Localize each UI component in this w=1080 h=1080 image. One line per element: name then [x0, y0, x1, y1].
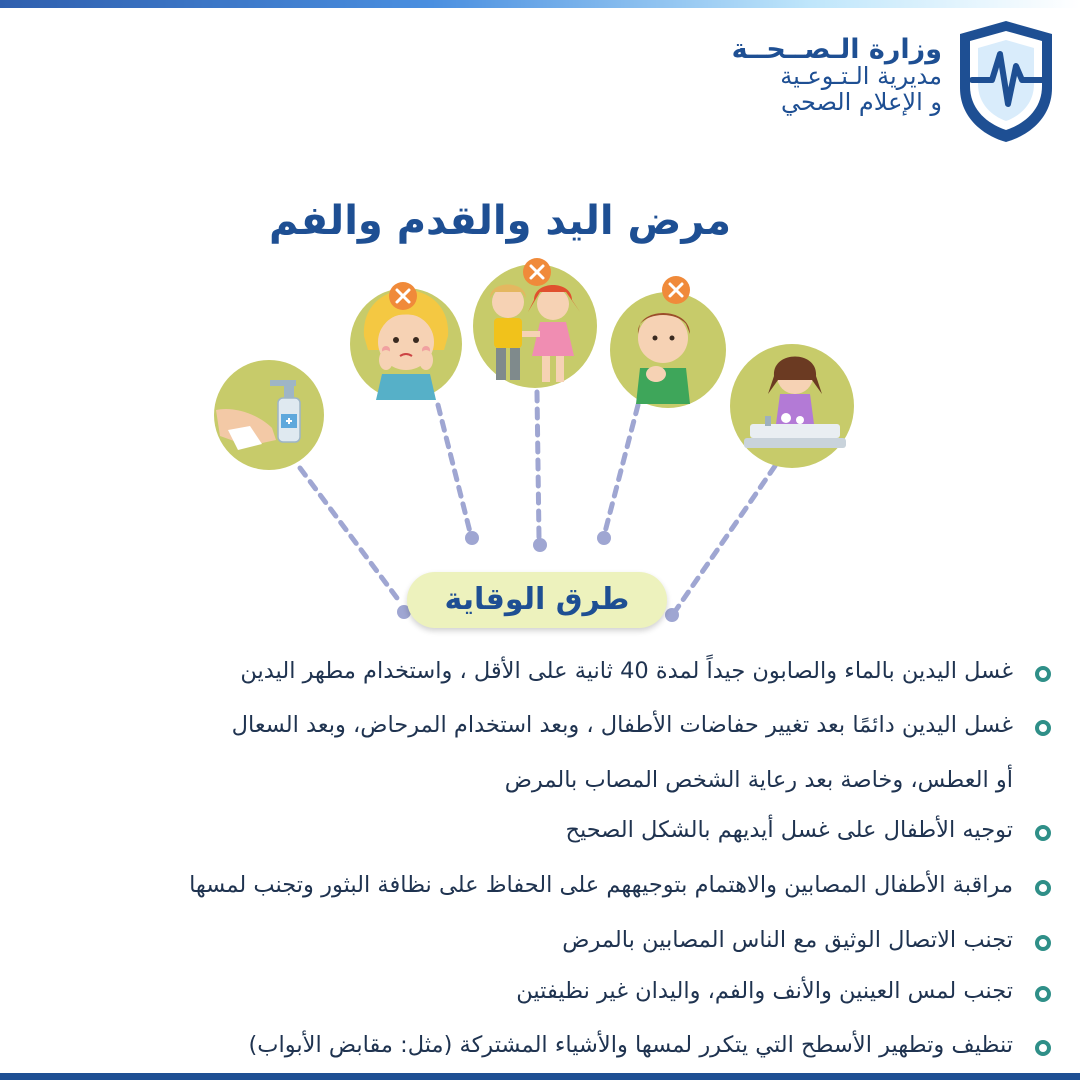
directorate-line1: مديرية الـتـوعـية	[780, 62, 942, 91]
directorate-line2: و الإعلام الصحي	[781, 87, 942, 116]
list-item: تجنب الاتصال الوثيق مع الناس المصابين بالمرض	[562, 927, 1013, 953]
ministry-name: وزارة الـصــحــة	[731, 34, 942, 65]
bullet-icon	[1035, 825, 1051, 841]
bullet-icon	[1035, 935, 1051, 951]
bullet-icon	[1035, 986, 1051, 1002]
list-item: أو العطس، وخاصة بعد رعاية الشخص المصاب بالمرض	[504, 767, 1013, 793]
bullet-icon	[1035, 666, 1051, 682]
list-item: تنظيف وتطهير الأسطح التي يتكرر لمسها والأشياء المشتركة (مثل: مقابض الأبواب)	[248, 1032, 1013, 1058]
page-title: مرض اليد والقدم والفم	[269, 198, 731, 244]
bullet-icon	[1035, 1040, 1051, 1056]
bullet-icon	[1035, 880, 1051, 896]
list-item: توجيه الأطفال على غسل أيديهم بالشكل الصحيح	[565, 817, 1013, 843]
bottom-bar	[0, 1073, 1080, 1080]
list-item: تجنب لمس العينين والأنف والفم، واليدان غير نظيفتين	[516, 978, 1013, 1004]
list-item: غسل اليدين دائمًا بعد تغيير حفاضات الأطفال ، وبعد استخدام المرحاض، وبعد السعال	[231, 712, 1013, 738]
bullet-icon	[1035, 720, 1051, 736]
list-item: غسل اليدين بالماء والصابون جيداً لمدة 40 ثانية على الأقل ، واستخدام مطهر اليدين	[240, 658, 1013, 684]
list-item: مراقبة الأطفال المصابين والاهتمام بتوجيههم على الحفاظ على نظافة البثور وتجنب لمسها	[189, 872, 1013, 898]
prevention-section-label: طرق الوقاية	[407, 572, 667, 628]
